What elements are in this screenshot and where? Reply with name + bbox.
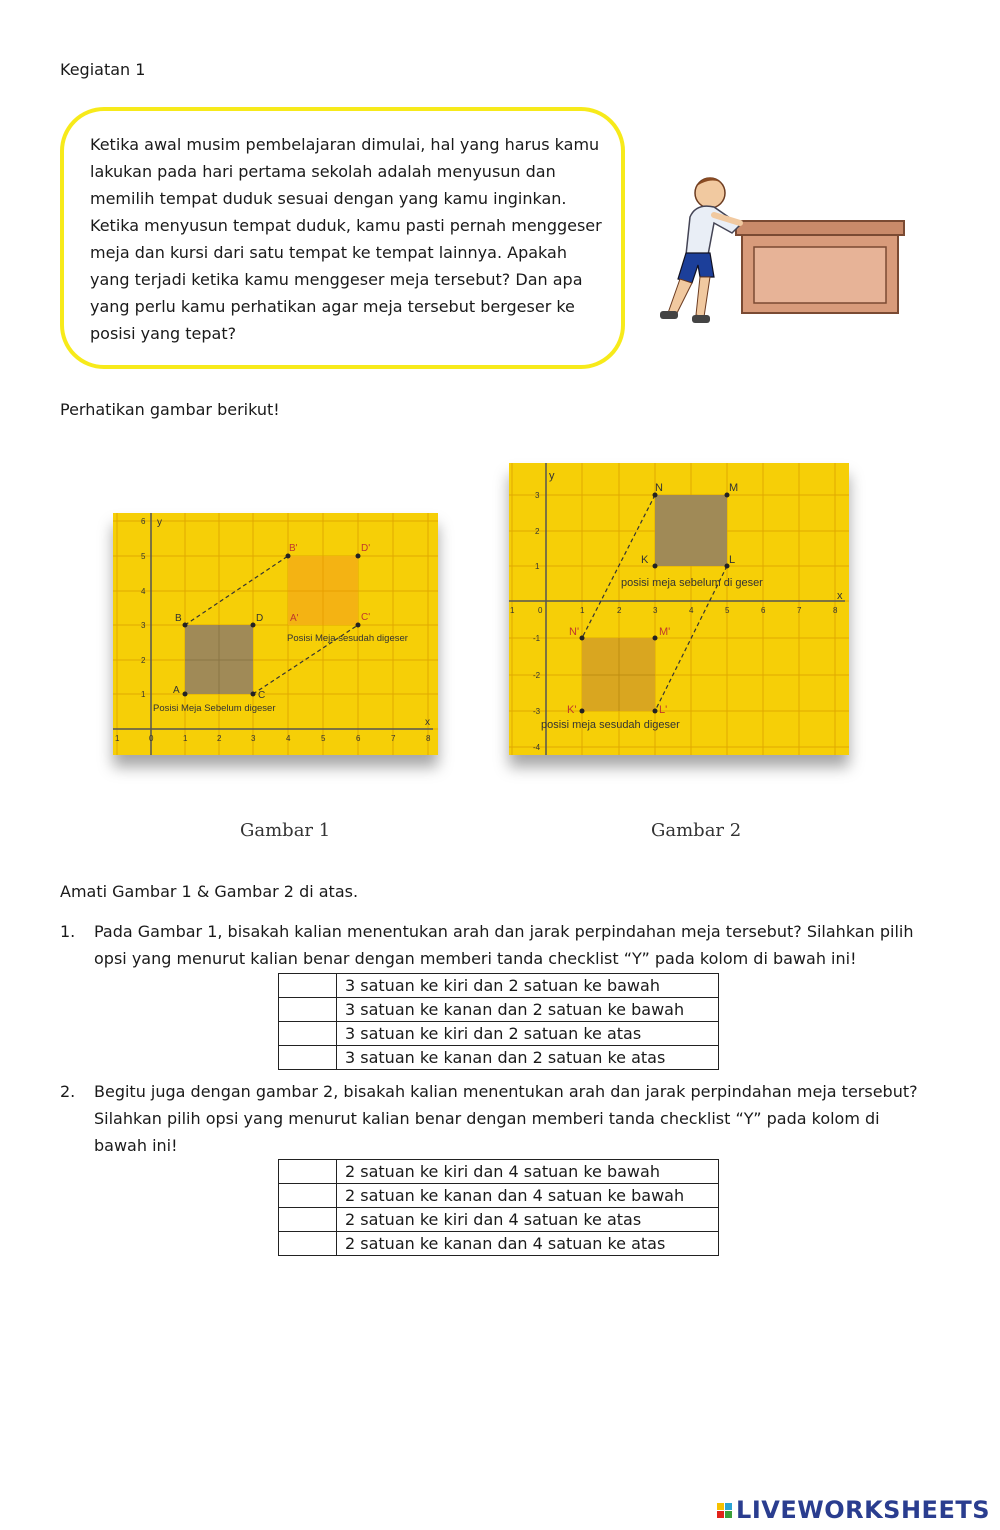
x-tick: 1 <box>183 734 188 743</box>
figure-2-caption: Gambar 2 <box>651 820 742 841</box>
option-row <box>279 1232 719 1256</box>
x-tick: 0 <box>149 734 154 743</box>
before-position-label: Posisi Meja Sebelum digeser <box>153 703 276 714</box>
point-label: K' <box>567 704 577 716</box>
x-axis-label: x <box>425 717 430 728</box>
option-row <box>279 998 719 1022</box>
x-tick: 2 <box>217 734 222 743</box>
y-tick: 2 <box>535 527 540 536</box>
question-line: Silahkan pilih opsi yang menurut kalian benar dengan memberi tanda checklist “Y” pada kolom di <box>94 1109 880 1128</box>
option-text: 2 satuan ke kiri dan 4 satuan ke atas <box>337 1208 719 1232</box>
activity-heading: Kegiatan 1 <box>60 60 146 79</box>
option-row <box>279 1208 719 1232</box>
intro-line: posisi yang tepat? <box>90 324 237 343</box>
checklist-cell[interactable] <box>279 1046 337 1070</box>
figure-2-svg <box>509 463 849 755</box>
y-tick: 2 <box>141 656 146 665</box>
intro-line: Ketika menyusun tempat duduk, kamu pasti pernah menggeser <box>90 216 602 235</box>
boy-pushing-table-illustration <box>648 165 910 335</box>
y-tick: 4 <box>141 587 146 596</box>
point-label: C' <box>361 612 371 623</box>
option-row <box>279 1184 719 1208</box>
question-1-options-table <box>278 973 719 1070</box>
x-tick: 1 <box>115 734 120 743</box>
question-line: Begitu juga dengan gambar 2, bisakah kalian menentukan arah dan jarak perpindahan meja tersebut? <box>94 1082 918 1101</box>
y-tick: 3 <box>141 621 146 630</box>
option-row <box>279 1022 719 1046</box>
logo-icon <box>717 1503 732 1518</box>
question-2 <box>60 1078 940 1159</box>
y-tick: -4 <box>533 743 541 752</box>
option-row <box>279 1160 719 1184</box>
intro-line: lakukan pada hari pertama sekolah adalah menyusun dan <box>90 162 556 181</box>
x-tick: 8 <box>426 734 431 743</box>
intro-text <box>90 131 610 347</box>
before-position-label: posisi meja sebelum di geser <box>621 577 763 589</box>
option-row <box>279 974 719 998</box>
point-label: L <box>729 554 736 566</box>
point-label: L' <box>659 704 668 716</box>
intro-line: yang terjadi ketika kamu menggeser meja tersebut? Dan apa <box>90 270 583 289</box>
intro-line: yang perlu kamu perhatikan agar meja tersebut bergeser ke <box>90 297 575 316</box>
logo-text: LIVEWORKSHEETS <box>736 1496 990 1524</box>
checklist-cell[interactable] <box>279 1232 337 1256</box>
y-tick: 1 <box>535 562 540 571</box>
point-label: N <box>655 482 663 494</box>
x-tick: 0 <box>538 606 543 615</box>
x-tick: 5 <box>321 734 326 743</box>
question-line: opsi yang menurut kalian benar dengan memberi tanda checklist “Y” pada kolom di bawah ini! <box>94 949 857 968</box>
point-label: M <box>729 482 739 494</box>
point-label: D' <box>361 543 371 554</box>
option-row <box>279 1046 719 1070</box>
point-label: C <box>258 690 266 701</box>
checklist-cell[interactable] <box>279 998 337 1022</box>
y-axis-label: y <box>157 517 162 528</box>
y-tick: 3 <box>535 491 540 500</box>
x-tick: 4 <box>689 606 694 615</box>
question-1 <box>60 918 940 972</box>
intro-line: memilih tempat duduk sesuai dengan yang kamu inginkan. <box>90 189 567 208</box>
option-text: 2 satuan ke kanan dan 4 satuan ke bawah <box>337 1184 719 1208</box>
figure-1-svg <box>113 513 438 755</box>
point-label: D <box>256 613 264 624</box>
checklist-cell[interactable] <box>279 974 337 998</box>
checklist-cell[interactable] <box>279 1160 337 1184</box>
after-position-label: Posisi Meja sesudah digeser <box>287 633 408 644</box>
option-text: 3 satuan ke kanan dan 2 satuan ke atas <box>337 1046 719 1070</box>
x-tick: 6 <box>761 606 766 615</box>
x-tick: 4 <box>286 734 291 743</box>
x-tick: 5 <box>725 606 730 615</box>
point-label: K <box>641 554 649 566</box>
option-text: 2 satuan ke kanan dan 4 satuan ke atas <box>337 1232 719 1256</box>
intro-line: Ketika awal musim pembelajaran dimulai, hal yang harus kamu <box>90 135 600 154</box>
y-tick: -1 <box>533 634 541 643</box>
checklist-cell[interactable] <box>279 1208 337 1232</box>
question-number: 1. <box>60 922 76 941</box>
observe-text: Perhatikan gambar berikut! <box>60 400 280 419</box>
x-axis-label: x <box>837 590 843 602</box>
observe-figures-text: Amati Gambar 1 & Gambar 2 di atas. <box>60 882 359 901</box>
question-line: bawah ini! <box>94 1136 178 1155</box>
option-text: 3 satuan ke kiri dan 2 satuan ke atas <box>337 1022 719 1046</box>
x-tick: 8 <box>833 606 838 615</box>
y-axis-label: y <box>549 470 555 482</box>
x-tick: 3 <box>653 606 658 615</box>
x-tick: 6 <box>356 734 361 743</box>
y-tick: -2 <box>533 671 541 680</box>
option-text: 3 satuan ke kanan dan 2 satuan ke bawah <box>337 998 719 1022</box>
checklist-cell[interactable] <box>279 1022 337 1046</box>
point-label: B <box>175 613 182 624</box>
x-tick: 7 <box>797 606 802 615</box>
table-before-square <box>655 495 727 566</box>
point-label: A' <box>290 613 299 624</box>
figure-2-chart <box>509 463 849 755</box>
checklist-cell[interactable] <box>279 1184 337 1208</box>
point-label: N' <box>569 626 580 638</box>
y-tick: 6 <box>141 517 146 526</box>
x-tick: 1 <box>510 606 515 615</box>
after-position-label: posisi meja sesudah digeser <box>541 719 680 731</box>
y-tick: -3 <box>533 707 541 716</box>
y-tick: 5 <box>141 552 146 561</box>
question-2-options-table <box>278 1159 719 1256</box>
x-tick: 2 <box>617 606 622 615</box>
x-tick: 3 <box>251 734 256 743</box>
intro-line: meja dan kursi dari satu tempat ke tempat lainnya. Apakah <box>90 243 567 262</box>
question-number: 2. <box>60 1082 76 1101</box>
intro-bubble <box>60 107 625 369</box>
liveworksheets-logo <box>717 1496 990 1524</box>
question-line: Pada Gambar 1, bisakah kalian menentukan arah dan jarak perpindahan meja tersebut? Silahkan pilih <box>94 922 914 941</box>
option-text: 3 satuan ke kiri dan 2 satuan ke bawah <box>337 974 719 998</box>
point-label: M' <box>659 626 671 638</box>
figure-1-caption: Gambar 1 <box>240 820 331 841</box>
option-text: 2 satuan ke kiri dan 4 satuan ke bawah <box>337 1160 719 1184</box>
point-label: B' <box>289 543 298 554</box>
x-tick: 7 <box>391 734 396 743</box>
x-tick: 1 <box>580 606 585 615</box>
point-label: A <box>173 685 180 696</box>
y-tick: 1 <box>141 690 146 699</box>
figure-1-chart <box>113 513 438 755</box>
